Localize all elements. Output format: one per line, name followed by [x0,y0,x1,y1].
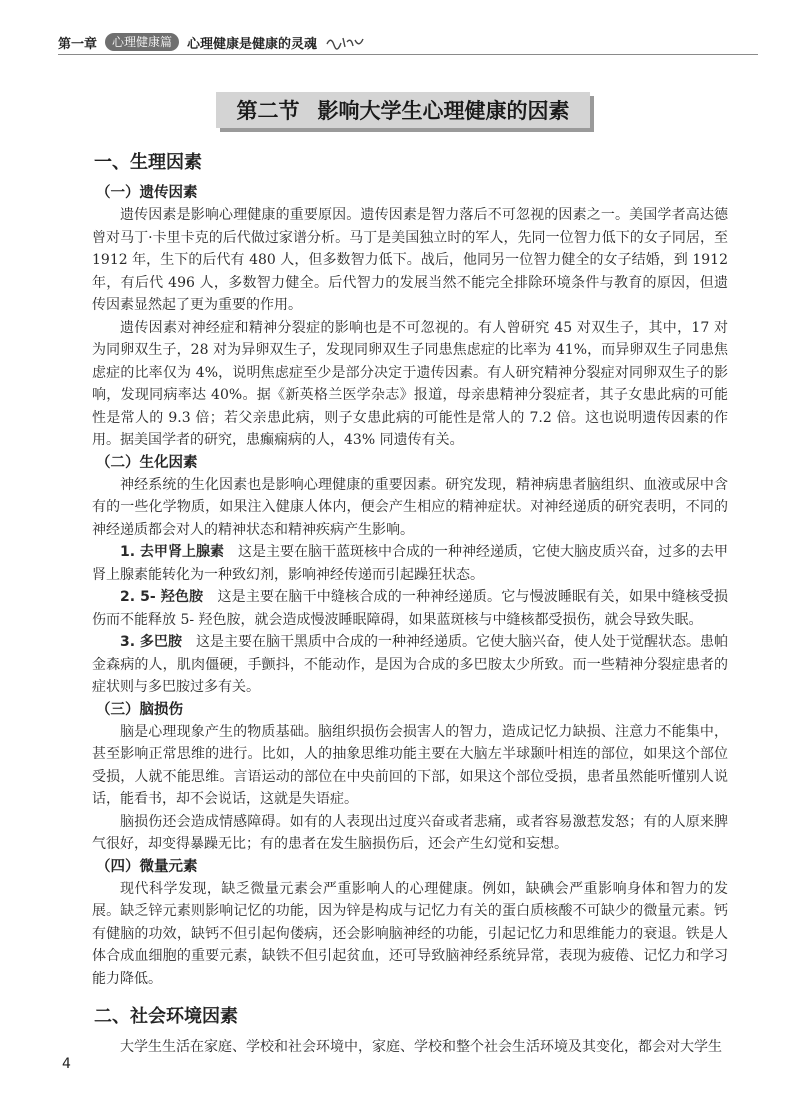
heading-biochemical-factors: （二）生化因素 [96,454,198,471]
section-number: 第二节 [236,99,300,123]
item-text: 这是主要在脑干蓝斑核中合成的一种神经递质，它使大脑皮质兴奋，过多的去甲肾上腺素能转化为一种致幻剂，影响神经传递而引起躁狂状态。 [92,544,729,583]
paragraph: 遗传因素对神经症和精神分裂症的影响也是不可忽视的。有人曾研究 45 对双生子，其中，17 对为同卵双生子，28 对为异卵双生子，发现同卵双生子同患焦虑症的比率为 41%，而异卵双生子同患焦虑症的比率仅为 4%，说明焦虑症至少是部分决定于遗传因素。有人研究精神分裂症对同卵双生子的影响，发现同病率达 40%。据《新英格兰医学杂志》报道，母亲患精神分裂症者，其子女患此病的可能性是常人的 9.3 倍；若父亲患此病，则子女患此病的可能性是常人的 7.2 倍。这也说明遗传因素的作用。据美国学者的研究，患癫痫病的人，43% 同遗传有关。 [92,319,728,448]
item-lead: 3. 多巴胺 [120,634,182,650]
section-title: 影响大学生心理健康的因素 [317,99,570,123]
chapter-title: 心理健康是健康的灵魂 [187,36,318,52]
running-header [58,30,758,55]
item-text: 这是主要在脑干中缝核合成的一种神经递质。它与慢波睡眠有关，如果中缝核受损伤而不能释放 5- 羟色胺，就会造成慢波睡眠障碍，如果蓝斑核与中缝核都受损伤，就会导致失眠。 [92,589,729,628]
item-lead: 1. 去甲肾上腺素 [120,544,224,560]
paragraph: 脑损伤还会造成情感障碍。如有的人表现出过度兴奋或者悲痛，或者容易激惹发怒；有的人原来脾气很好，却变得暴躁无比；有的患者在发生脑损伤后，还会产生幻觉和妄想。 [92,813,728,852]
heading-physiological-factors: 一、生理因素 [94,152,202,173]
item-lead: 2. 5- 羟色胺 [120,589,204,605]
body-content [92,144,728,1059]
heading-brain-injury: （三）脑损伤 [96,701,183,718]
paragraph: 遗传因素是影响心理健康的重要原因。遗传因素是智力落后不可忽视的因素之一。美国学者高达德曾对马丁·卡里卡克的后代做过家谱分析。马丁是美国独立时的军人，先同一位智力低下的女子同居，至 1912 年，生下的后代有 480 人，但多数智力低下。战后，他同另一位智力健全的女子结婚，到 1912 年，有后代 496 人，多数智力健全。后代智力的发展当然不能完全排除环境条件与教育的原因，但遗传因素显然起了更为重要的作用。 [92,207,728,313]
chapter-label: 第一章 [58,36,98,52]
heading-trace-elements: （四）微量元素 [96,858,198,875]
list-item [92,586,728,631]
paragraph: 现代科学发现，缺乏微量元素会严重影响人的心理健康。例如，缺碘会严重影响身体和智力的发展。缺乏锌元素则影响记忆的功能，因为锌是构成与记忆力有关的蛋白质核酸不可缺少的微量元素。钙有健脑的功效，缺钙不但引起佝偻病，还会影响脑神经的功能，引起记忆力和思维能力的衰退。铁是人体合成血细胞的重要元素，缺铁不但引起贫血，还可导致脑神经系统异常，表现为疲倦、记忆力和学习能力降低。 [92,880,728,987]
paragraph: 神经系统的生化因素也是影响心理健康的重要因素。研究发现，精神病患者脑组织、血液或尿中含有的一些化学物质，如果注入健康人体内，便会产生相应的精神症状。对神经递质的研究表明，不同的神经递质都会对人的精神状态和精神疾病产生影响。 [92,476,728,538]
heading-social-environment: 二、社会环境因素 [94,1006,238,1027]
handwritten-logo-icon [325,34,365,50]
paragraph: 脑是心理现象产生的物质基础。脑组织损伤会损害人的智力，造成记忆力缺损、注意力不能集中，甚至影响正常思维的进行。比如，人的抽象思维功能主要在大脑左半球颞叶相连的部位，如果这个部位受损，人就不能思维。言语运动的部位在中央前回的下部，如果这个部位受损，患者虽然能听懂别人说话，能看书，却不会说话，这就是失语症。 [92,723,728,807]
list-item [92,541,728,586]
section-title-banner [216,92,590,128]
paragraph: 大学生生活在家庭、学校和社会环境中，家庭、学校和整个社会生活环境及其变化，都会对大学生 [120,1039,722,1055]
heading-genetic-factors: （一）遗传因素 [96,185,198,201]
part-badge: 心理健康篇 [105,33,179,51]
page-number: 4 [62,1056,71,1072]
item-text: 这是主要在脑干黑质中合成的一种神经递质。它使大脑兴奋，使人处于觉醒状态。患帕金森病的人，肌肉僵硬，手颤抖，不能动作，是因为合成的多巴胺太少所致。而一些精神分裂症患者的症状则与多巴胺过多有关。 [92,634,729,695]
list-item [92,631,728,699]
